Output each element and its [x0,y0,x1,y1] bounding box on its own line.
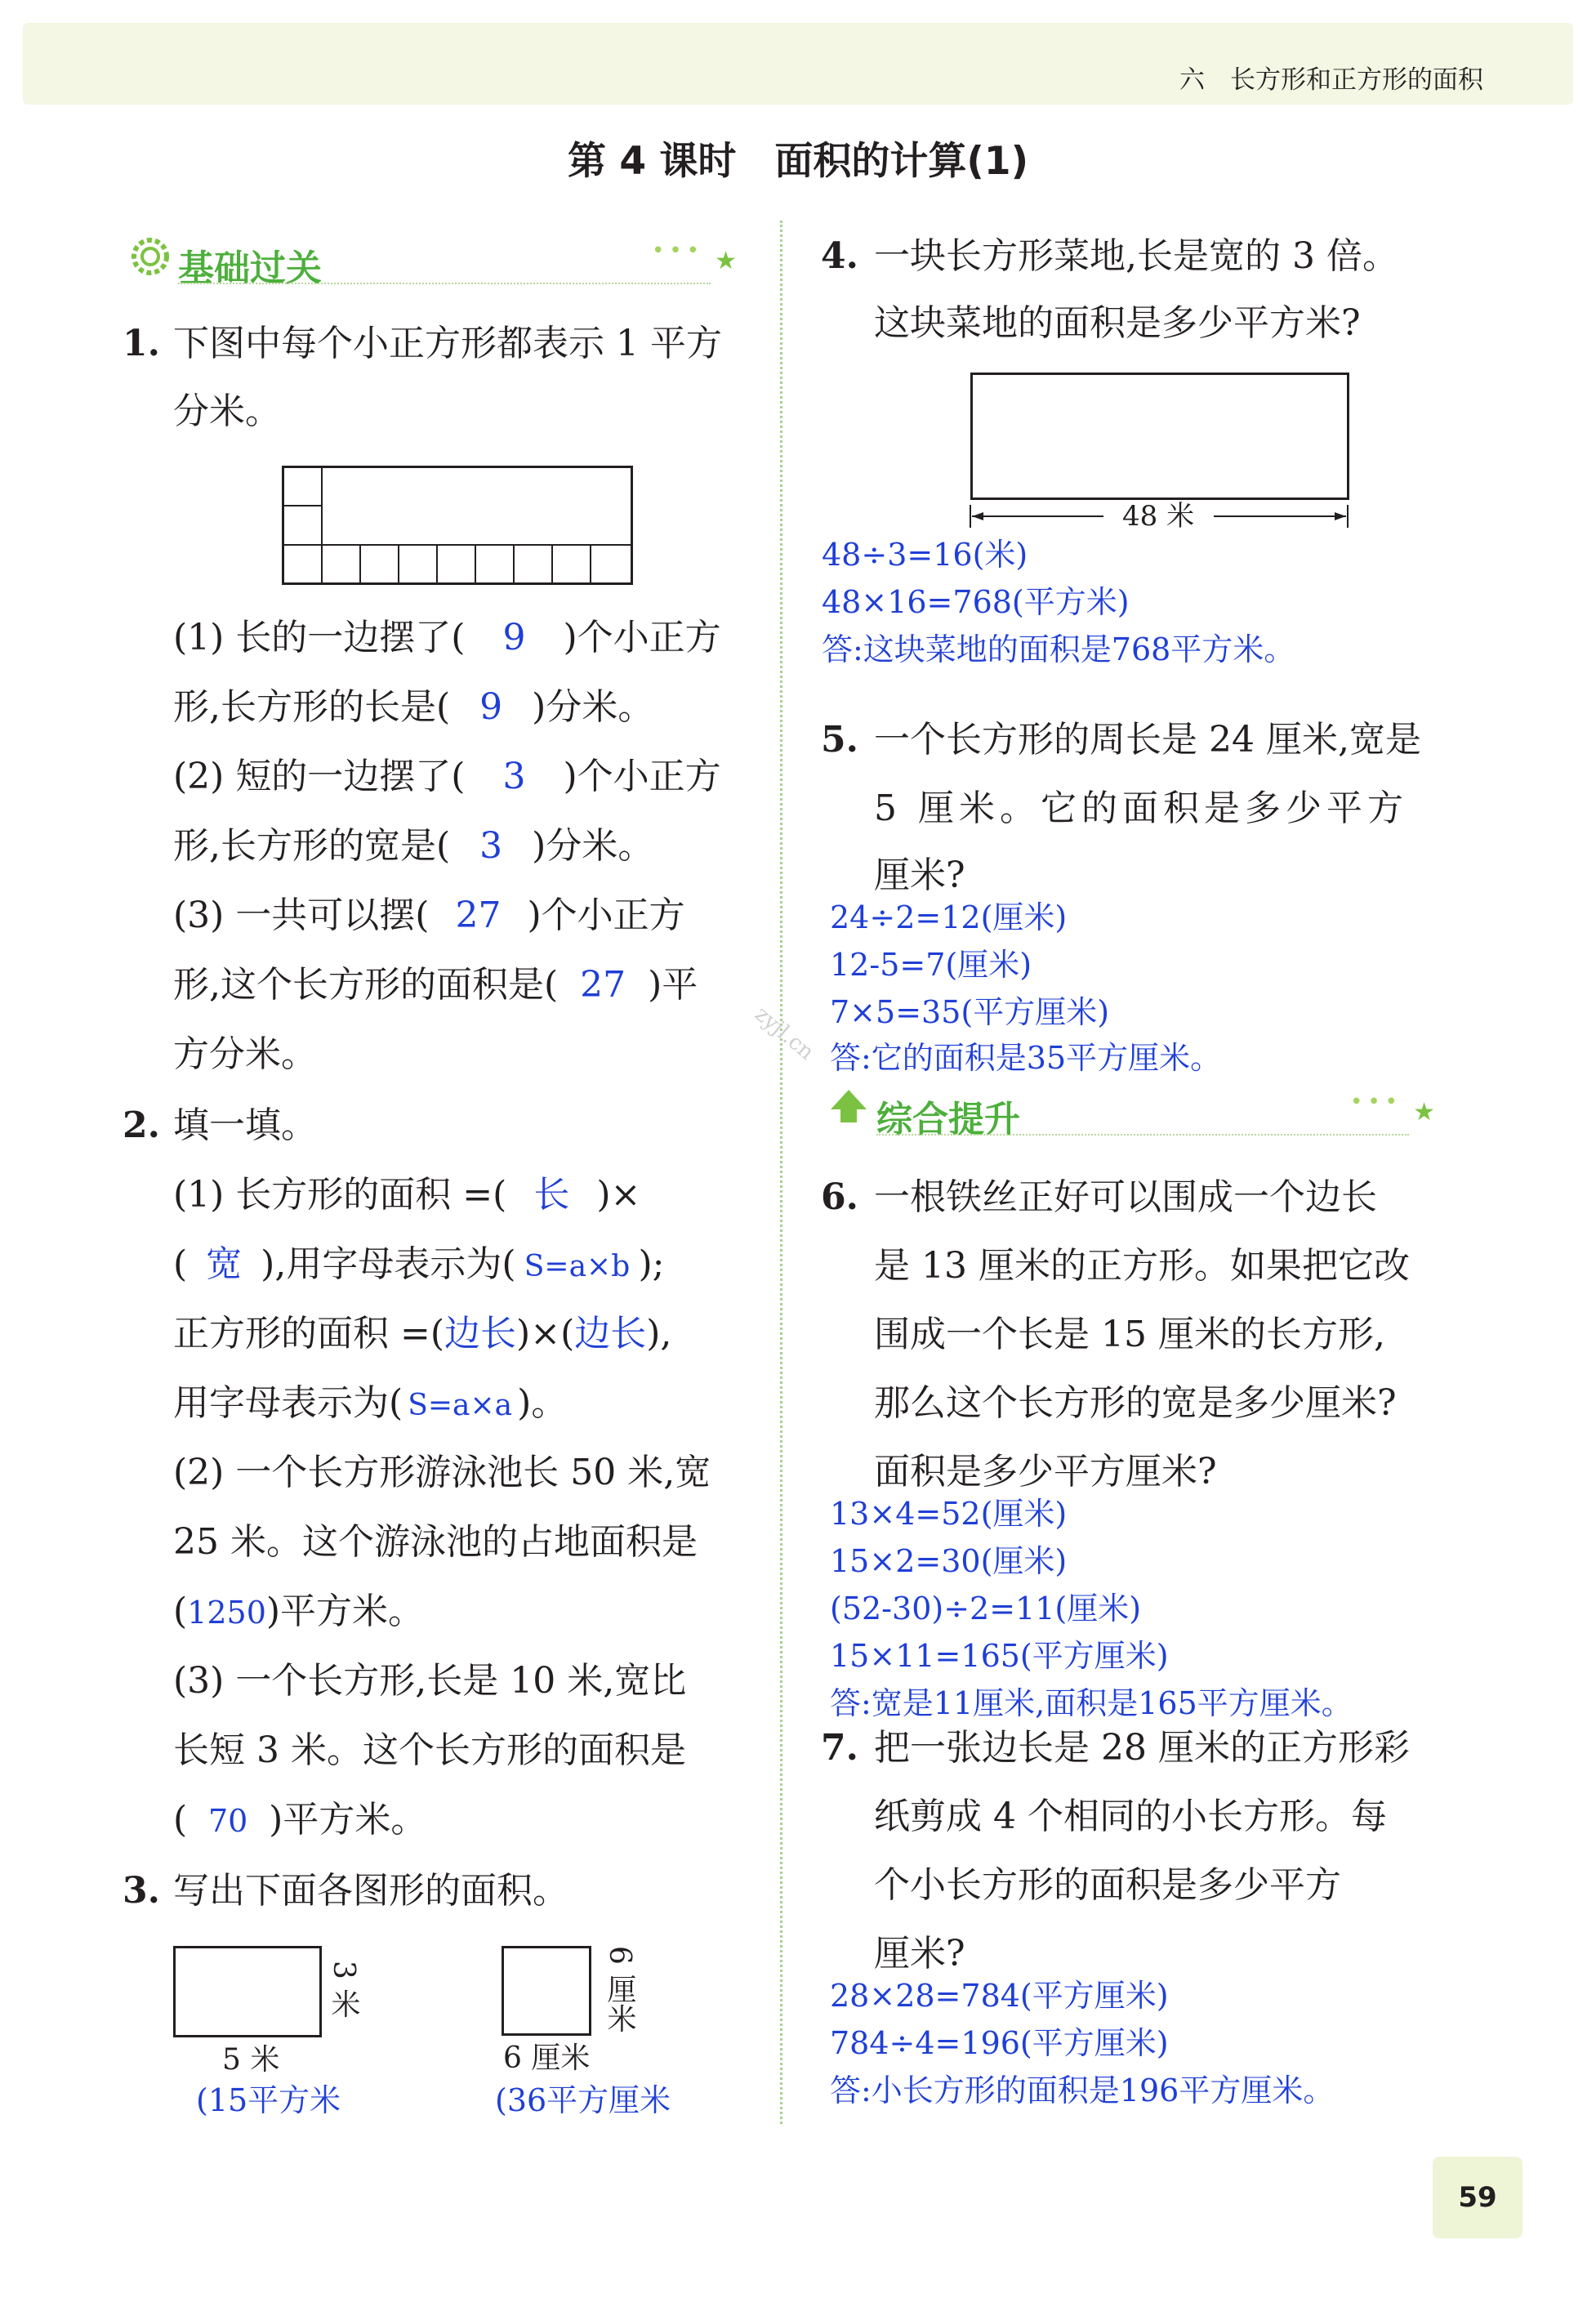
q3-rectangle-figure [173,1946,322,2037]
q1-answer-2: 9 [479,686,503,728]
q7-text-1: 把一张边长是 28 厘米的正方形彩 [874,1727,1410,1769]
dots-decoration: ••• [651,239,704,263]
q1-number: 1. [123,323,160,364]
q2-number: 2. [123,1104,160,1146]
q2-p3c: ( 70 )平方米。 [173,1799,427,1841]
section-underline [178,283,711,284]
q6-text-4: 那么这个长方形的宽是多少厘米? [874,1382,1397,1424]
q4-dimension-label: 48 米 [1122,500,1195,533]
q5-text-2: 5 厘米。它的面积是多少平方 [874,788,1408,829]
q3-fig2-height: 6 厘米 [603,1946,636,2033]
q4-answer-2: 48×16=768(平方米) [822,584,1130,620]
q2-answer-8: 70 [207,1803,248,1839]
lesson-title: 第 4 课时 面积的计算(1) [567,139,1029,184]
q2-p2b: 25 米。这个游泳池的占地面积是 [173,1521,698,1563]
q6-answer-1: 13×4=52(厘米) [830,1496,1068,1532]
q5-text-3: 厘米? [874,854,965,896]
star-icon: ★ [715,247,737,275]
q1-answer-5: 27 [455,895,502,936]
chapter-header-bar [23,23,1573,105]
q4-text-1: 一块长方形菜地,长是宽的 3 倍。 [874,235,1398,277]
q6-text-2: 是 13 厘米的正方形。如果把它改 [874,1245,1410,1287]
star-icon: ★ [1413,1098,1435,1127]
section-basic-label: 基础过关 [178,248,322,289]
q7-text-4: 厘米? [874,1933,965,1974]
q4-number: 4. [821,235,858,277]
gear-icon [129,235,172,278]
q4-answer-1: 48÷3=16(米) [822,537,1028,573]
q7-text-2: 纸剪成 4 个相同的小长方形。每 [874,1796,1387,1837]
q2-answer-5: 边长 [574,1313,647,1354]
q3-title: 写出下面各图形的面积。 [173,1870,568,1912]
q4-answer-3: 答:这块菜地的面积是768平方米。 [822,631,1295,667]
q1-p3c: 方分米。 [173,1033,317,1075]
q2-answer-3: S=a×b [524,1250,631,1283]
q7-answer-3: 答:小长方形的面积是196平方厘米。 [830,2073,1335,2108]
q6-text-1: 一根铁丝正好可以围成一个边长 [874,1176,1377,1218]
q5-answer-2: 12-5=7(厘米) [830,947,1032,983]
dots-decoration: ••• [1349,1090,1402,1114]
q1-p3b: 形,这个长方形的面积是( 27 )平 [173,964,698,1006]
q6-text-5: 面积是多少平方厘米? [874,1451,1217,1493]
section-advanced-header [821,1087,1442,1140]
q1-answer-4: 3 [479,825,503,867]
q3-fig1-answer: (15平方米 [196,2082,341,2118]
section-advanced-label: 综合提升 [876,1099,1020,1140]
q1-answer-6: 27 [580,964,626,1006]
q1-p2b: 形,长方形的宽是( 3 )分米。 [173,825,654,867]
q2-p3b: 长短 3 米。这个长方形的面积是 [173,1729,686,1771]
q7-answer-1: 28×28=784(平方厘米) [830,1978,1169,2014]
q2-p1d: 用字母表示为( S=a×a )。 [173,1382,567,1427]
q4-text-2: 这块菜地的面积是多少平方米? [874,302,1361,344]
q1-p2a: (2) 短的一边摆了( 3 )个小正方 [173,756,721,797]
q2-answer-1: 长 [533,1174,570,1216]
q2-answer-7: 1250 [187,1595,266,1631]
q5-number: 5. [821,719,858,761]
section-underline [876,1134,1409,1136]
q1-grid-figure [282,466,633,587]
q2-p1a: (1) 长方形的面积 =( 长 )× [173,1174,641,1216]
q7-text-3: 个小长方形的面积是多少平方 [874,1864,1341,1906]
q5-text-1: 一个长方形的周长是 24 厘米,宽是 [874,719,1421,761]
q1-answer-1: 9 [502,617,526,658]
q5-answer-1: 24÷2=12(厘米) [830,899,1068,935]
column-divider [780,221,782,2124]
q1-text-1: 下图中每个小正方形都表示 1 平方 [173,323,722,364]
q5-answer-3: 7×5=35(平方厘米) [830,994,1110,1030]
q2-p1c: 正方形的面积 =(边长)×(边长), [173,1313,672,1354]
q6-answer-2: 15×2=30(厘米) [830,1543,1068,1579]
watermark: zyjl.cn [750,1002,819,1065]
q6-answer-3: (52-30)÷2=11(厘米) [830,1591,1142,1626]
q2-answer-6: S=a×a [408,1389,513,1422]
q1-p1a: (1) 长的一边摆了( 9 )个小正方 [173,617,721,658]
q4-field-figure [970,373,1349,500]
q6-text-3: 围成一个长是 15 厘米的长方形, [874,1314,1385,1355]
q2-title: 填一填。 [173,1104,317,1146]
q3-square-figure [502,1946,591,2036]
q7-number: 7. [821,1727,858,1769]
q2-answer-2: 宽 [206,1243,243,1285]
q2-p2c: (1250)平方米。 [173,1591,425,1632]
q3-fig1-width: 5 米 [222,2043,280,2077]
page-number: 59 [1433,2157,1522,2238]
q7-answer-2: 784÷4=196(平方厘米) [830,2025,1169,2061]
q3-number: 3. [123,1870,160,1912]
q3-fig2-answer: (36平方厘米 [495,2082,671,2118]
section-basic-header [123,235,743,289]
q3-fig2-width: 6 厘米 [503,2041,591,2075]
q2-p3a: (3) 一个长方形,长是 10 米,宽比 [173,1660,687,1702]
arrow-up-icon [827,1087,870,1129]
q2-p2a: (2) 一个长方形游泳池长 50 米,宽 [173,1452,711,1493]
q6-number: 6. [821,1176,858,1218]
q1-p1b: 形,长方形的长是( 9 )分米。 [173,686,654,728]
q1-answer-3: 3 [502,756,526,797]
q6-answer-5: 答:宽是11厘米,面积是165平方厘米。 [830,1685,1353,1721]
q5-answer-4: 答:它的面积是35平方厘米。 [830,1040,1222,1076]
q2-answer-4: 边长 [444,1313,517,1354]
chapter-title: 六 长方形和正方形的面积 [1179,65,1483,95]
q6-answer-4: 15×11=165(平方厘米) [830,1638,1169,1674]
q1-text-2: 分米。 [173,390,281,432]
q1-p3a: (3) 一共可以摆( 27 )个小正方 [173,895,685,936]
q2-p1b: ( 宽 ),用字母表示为( S=a×b ); [173,1243,665,1288]
q3-fig1-height: 3 米 [327,1961,360,2019]
